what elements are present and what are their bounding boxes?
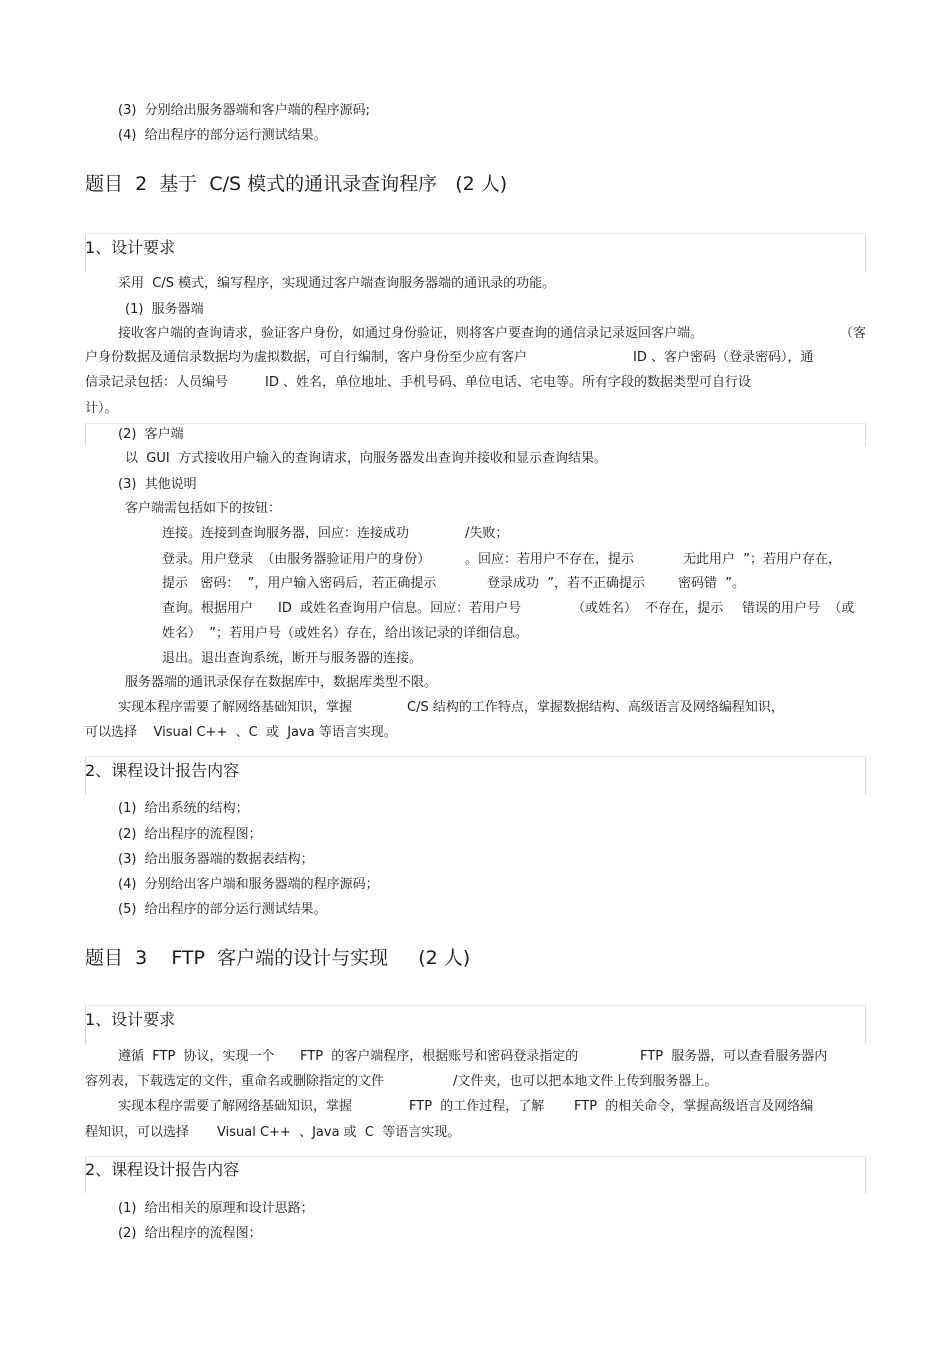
query-line: 姓名） ”；若用户号（或姓名）存在，给出该记录的详细信息。 bbox=[162, 626, 528, 641]
list-item: (2) 给出程序的流程图； bbox=[118, 827, 262, 842]
ftp-line: 程知识，可以选择 bbox=[85, 1125, 190, 1140]
query-line: （或姓名） 不存在，提示 bbox=[572, 601, 724, 616]
ftp-line: /文件夹，也可以把本地文件上传到服务器上。 bbox=[453, 1074, 718, 1089]
list-item: (1) 给出相关的原理和设计思路； bbox=[118, 1201, 314, 1216]
list-item: (4) 给出程序的部分运行测试结果。 bbox=[118, 128, 327, 143]
query-line: 错误的用户号 （或 bbox=[742, 601, 855, 616]
login-line: 登录成功 ”，若不正确提示 bbox=[487, 576, 645, 591]
server-label: (1) 服务器端 bbox=[125, 302, 204, 317]
list-item: (4) 分别给出客户端和服务器端的程序源码； bbox=[118, 877, 379, 892]
storage-line: 服务器端的通讯录保存在数据库中，数据库类型不限。 bbox=[125, 675, 438, 690]
query-line: ID 或姓名查询用户信息。回应：若用户号 bbox=[278, 601, 522, 616]
login-line: 提示 密码： ”，用户输入密码后，若正确提示 bbox=[162, 576, 437, 591]
query-line: 查询。根据用户 bbox=[162, 601, 254, 616]
ftp-line: 遵循 FTP 协议，实现一个 bbox=[118, 1049, 275, 1064]
login-line: 。回应：若用户不存在，提示 bbox=[465, 552, 635, 567]
req-line: 可以选择 Visual C++ 、C 或 Java 等语言实现。 bbox=[85, 725, 397, 740]
ftp-line: 容列表，下载选定的文件，重命名或删除指定的文件 bbox=[85, 1074, 385, 1089]
client-desc: 以 GUI 方式接收用户输入的查询请求，向服务器发出查询并接收和显示查询结果。 bbox=[125, 451, 607, 466]
server-line: ID 、客户密码（登录密码），通 bbox=[633, 350, 814, 365]
req-line: C/S 结构的工作特点，掌握数据结构、高级语言及网络编程知识， bbox=[407, 700, 784, 715]
list-item: (1) 给出系统的结构； bbox=[118, 801, 249, 816]
ftp-line: FTP 服务器，可以查看服务器内 bbox=[640, 1049, 828, 1064]
topic2-sec2-heading: 2、课程设计报告内容 bbox=[85, 761, 240, 780]
topic2-title: 题目 2 基于 C/S 模式的通讯录查询程序 (2 人) bbox=[85, 173, 508, 195]
section-frame bbox=[85, 1005, 866, 1044]
login-line: 密码错 ”。 bbox=[678, 576, 745, 591]
list-item: (2) 给出程序的流程图； bbox=[118, 1226, 262, 1241]
other-label: (3) 其他说明 bbox=[118, 477, 197, 492]
server-line: 计）。 bbox=[85, 401, 118, 416]
ftp-line: FTP 的客户端程序，根据账号和密码登录指定的 bbox=[300, 1049, 579, 1064]
connect-line: /失败； bbox=[465, 526, 509, 541]
ftp-line: FTP 的相关命令，掌握高级语言及网络编 bbox=[574, 1099, 814, 1114]
topic3-sec1-heading: 1、设计要求 bbox=[85, 1010, 176, 1029]
login-line: 无此用户 ”；若用户存在， bbox=[683, 552, 841, 567]
topic2-intro: 采用 C/S 模式，编写程序，实现通过客户端查询服务器端的通讯录的功能。 bbox=[118, 276, 556, 291]
list-item: (5) 给出程序的部分运行测试结果。 bbox=[118, 902, 327, 917]
logout-line: 退出。退出查询系统，断开与服务器的连接。 bbox=[162, 651, 423, 666]
topic3-sec2-heading: 2、课程设计报告内容 bbox=[85, 1160, 240, 1179]
section-frame bbox=[85, 233, 866, 272]
client-label: (2) 客户端 bbox=[118, 427, 184, 442]
topic2-sec1-heading: 1、设计要求 bbox=[85, 238, 176, 257]
login-line: 登录。用户登录 （由服务器验证用户的身份） bbox=[162, 552, 431, 567]
server-line: 信录记录包括：人员编号 bbox=[85, 375, 229, 390]
req-line: 实现本程序需要了解网络基础知识，掌握 bbox=[118, 700, 353, 715]
server-line: （客 bbox=[840, 326, 867, 341]
list-item: (3) 给出服务器端的数据表结构； bbox=[118, 852, 314, 867]
ftp-line: FTP 的工作过程，了解 bbox=[409, 1099, 545, 1114]
server-line: 接收客户端的查询请求，验证客户身份，如通过身份验证，则将客户要查询的通信录记录返回客户端。 bbox=[118, 326, 704, 341]
server-line: 户身份数据及通信录数据均为虚拟数据，可自行编制，客户身份至少应有客户 bbox=[85, 350, 528, 365]
buttons-intro: 客户端需包括如下的按钮： bbox=[125, 501, 282, 516]
server-line: ID 、姓名，单位地址、手机号码、单位电话、宅电等。所有字段的数据类型可自行设 bbox=[265, 375, 751, 390]
list-item: (3) 分别给出服务器端和客户端的程序源码; bbox=[118, 103, 371, 118]
connect-line: 连接。连接到查询服务器，回应：连接成功 bbox=[162, 526, 410, 541]
ftp-line: 实现本程序需要了解网络基础知识，掌握 bbox=[118, 1099, 353, 1114]
topic3-title: 题目 3 FTP 客户端的设计与实现 (2 人) bbox=[85, 947, 471, 969]
ftp-line: Visual C++ 、Java 或 C 等语言实现。 bbox=[217, 1125, 461, 1140]
section-frame bbox=[85, 423, 866, 446]
